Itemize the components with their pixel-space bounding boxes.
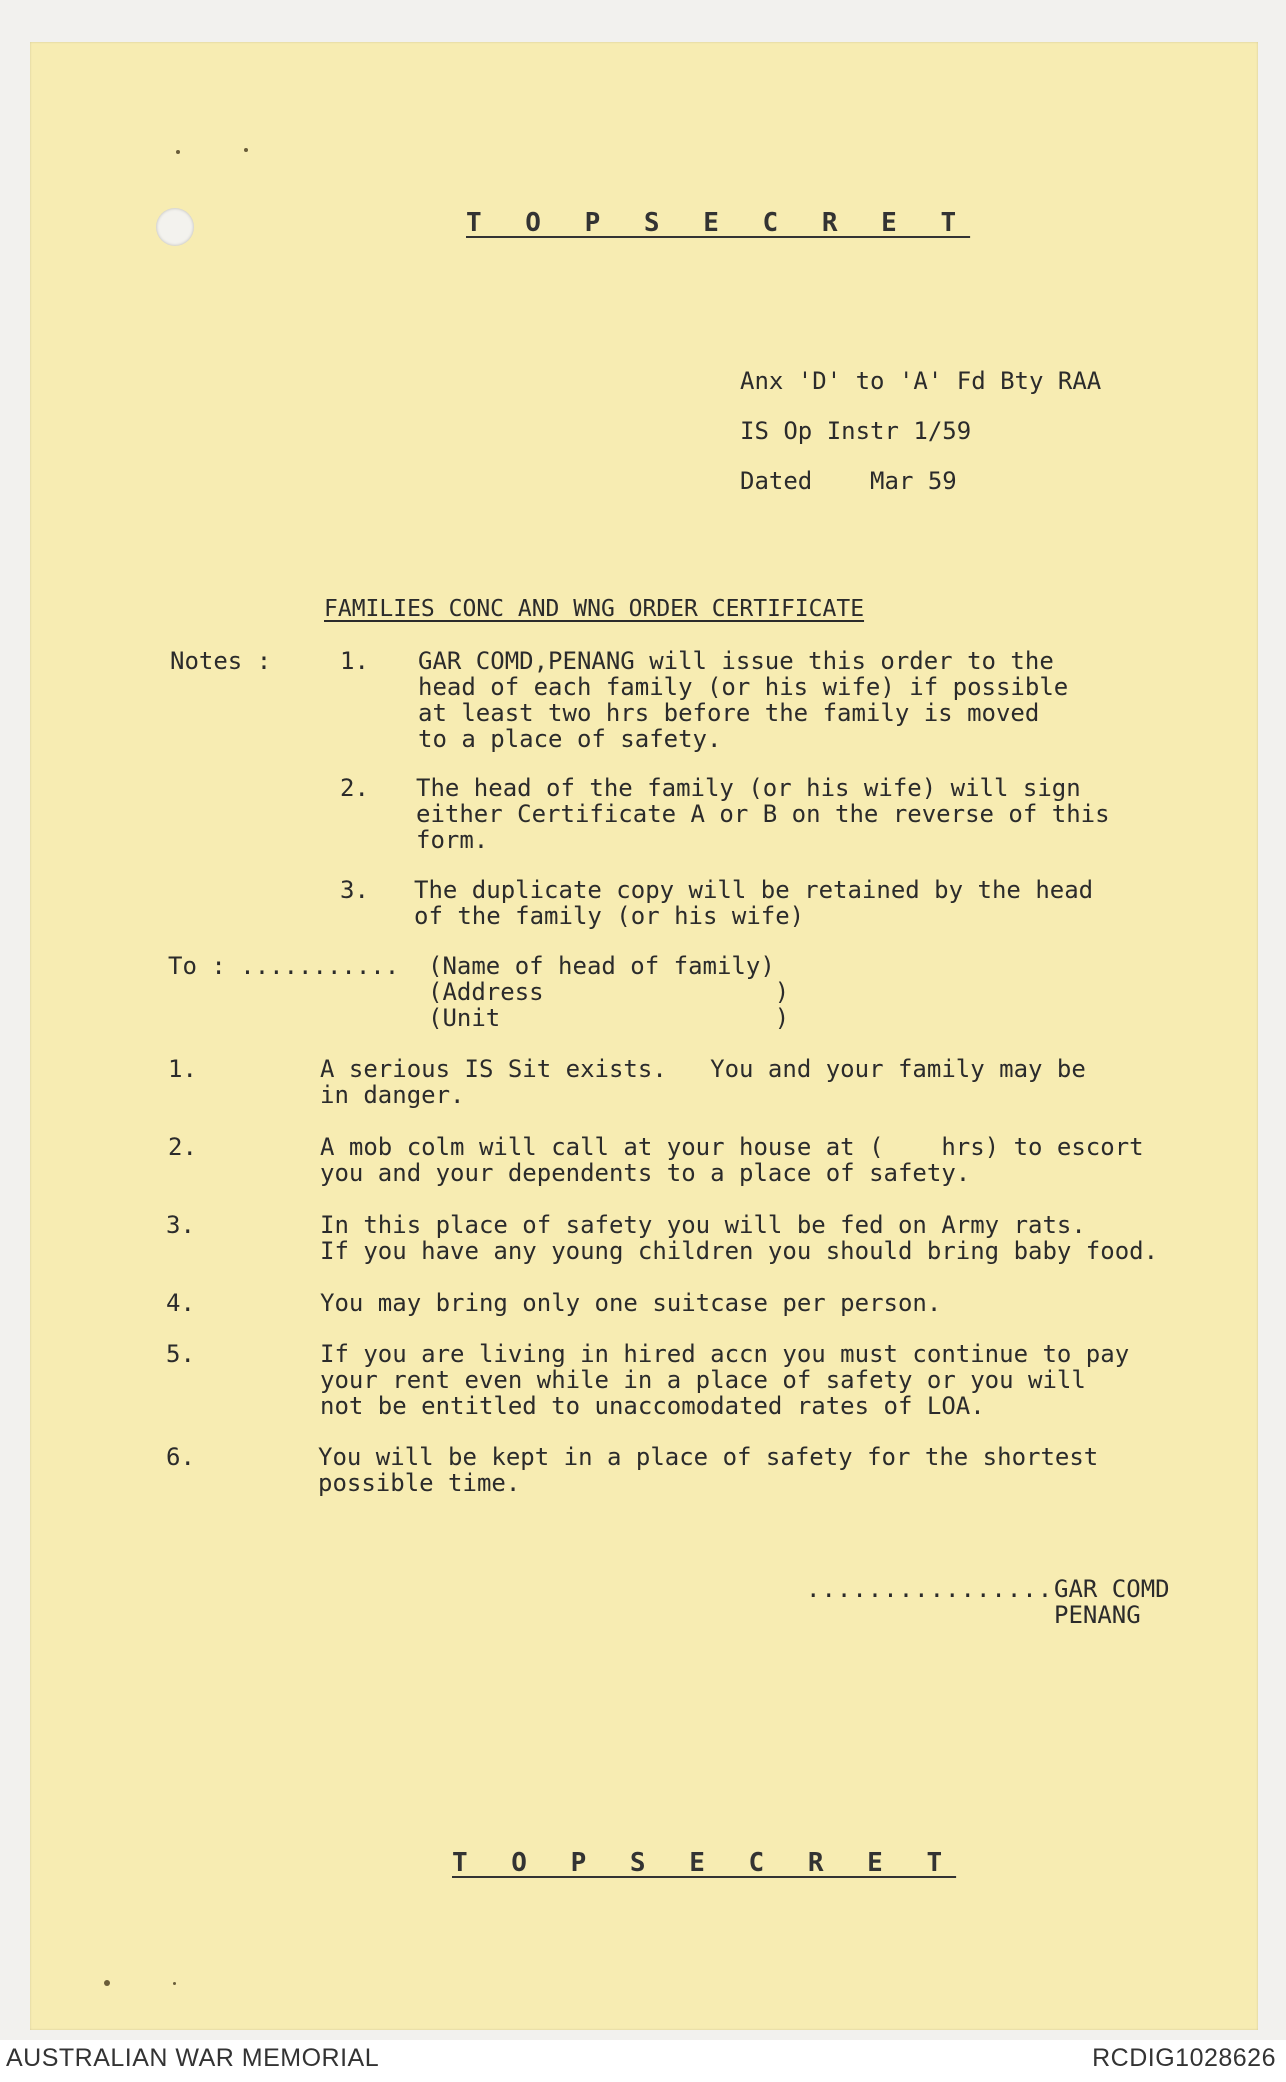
item-text: If you are living in hired accn you must continue to pay your rent even while in a place of safety or you will not be entitled to unaccomodated rates of LOA. bbox=[320, 1340, 1130, 1420]
classification-header: T O P S E C R E T bbox=[466, 208, 971, 238]
certificate-title: FAMILIES CONC AND WNG ORDER CERTIFICATE bbox=[324, 596, 865, 622]
archive-caption: AUSTRALIAN WAR MEMORIAL bbox=[6, 2044, 380, 2072]
item-number: 6. bbox=[166, 1443, 195, 1471]
item-text: You will be kept in a place of safety for the shortest possible time. bbox=[318, 1443, 1099, 1497]
addressee-label: To : ........... bbox=[168, 952, 400, 980]
item-number: 4. bbox=[166, 1289, 195, 1317]
signature-dots: ................ bbox=[806, 1575, 1054, 1603]
note-number: 2. bbox=[340, 774, 369, 802]
item-number: 5. bbox=[166, 1340, 195, 1368]
item-text: In this place of safety you will be fed on Army rats. If you have any young children you should bring baby food. bbox=[320, 1211, 1159, 1265]
classification-footer: T O P S E C R E T bbox=[452, 1848, 957, 1878]
note-number: 1. bbox=[340, 647, 369, 675]
note-number: 3. bbox=[340, 876, 369, 904]
signature-title: GAR COMD bbox=[1054, 1575, 1170, 1603]
note-text: The head of the family (or his wife) will sign either Certificate A or B on the reverse of this form. bbox=[416, 774, 1110, 854]
item-number: 2. bbox=[168, 1133, 197, 1161]
reference-instruction: IS Op Instr 1/59 bbox=[740, 417, 972, 445]
note-text: The duplicate copy will be retained by the head of the family (or his wife) bbox=[414, 876, 1094, 930]
reference-date: Dated Mar 59 bbox=[740, 467, 957, 495]
document-page bbox=[30, 42, 1258, 2030]
notes-label: Notes : bbox=[170, 647, 272, 675]
archive-reference: RCDIG1028626 bbox=[1092, 2044, 1276, 2072]
item-text: You may bring only one suitcase per person. bbox=[320, 1289, 942, 1317]
note-text: GAR COMD,PENANG will issue this order to the head of each family (or his wife) if possible at least two hrs before the family is moved to a place of safety. bbox=[418, 647, 1069, 753]
item-number: 3. bbox=[166, 1211, 195, 1239]
signature-location: PENANG bbox=[1054, 1601, 1141, 1629]
item-text: A mob colm will call at your house at ( hrs) to escort you and your dependents to a place of safety. bbox=[320, 1133, 1144, 1187]
paper-speck bbox=[104, 1980, 110, 1986]
paper-speck bbox=[176, 150, 180, 154]
addressee-fields: (Name of head of family) (Address ) (Unit ) bbox=[428, 952, 790, 1032]
paper-speck bbox=[244, 148, 248, 152]
item-text: A serious IS Sit exists. You and your family may be in danger. bbox=[320, 1055, 1086, 1109]
item-number: 1. bbox=[168, 1055, 197, 1083]
reference-annex: Anx 'D' to 'A' Fd Bty RAA bbox=[740, 367, 1102, 395]
punch-hole bbox=[156, 208, 194, 246]
paper-speck bbox=[173, 1982, 176, 1985]
